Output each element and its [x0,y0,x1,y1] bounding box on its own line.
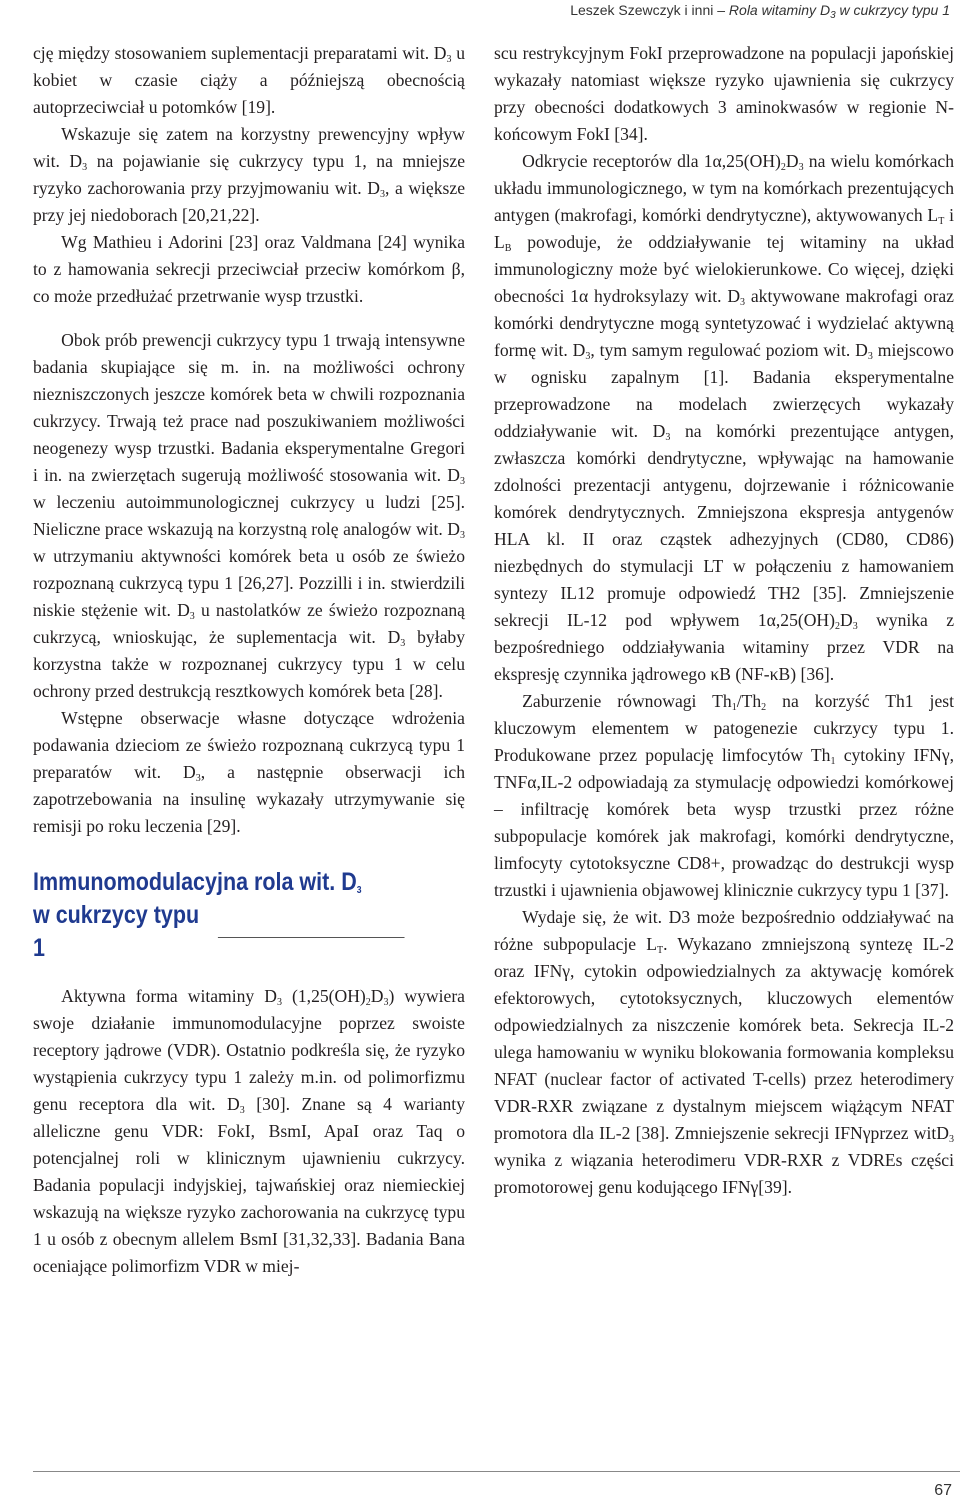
subscript: B [504,243,512,254]
paragraph: Odkrycie receptorów dla $1\alpha,25(OH)_2D_3$ na wielu komórkach układu immunologicznego, w tym na komórkach prezentujących antygen (makrofagi, komórki dendrytyczne), aktywowanych $L_T$ i $L_B$ powoduje, że oddziaływanie tej witaminy na układ immunologiczny może być wielokierunkowe. Co więcej, dzięki obecności 1α hydroksylazy wit. $D_3$ aktywowane makrofagi oraz komórki dendrytyczne mogą syntetyzować i wydzielać aktywną formę wit. $D_3$, tym samym regulować poziom wit. $D_3$ miejscowo w ognisku zapalnym [1]. Badania eksperymentalne przeprowadzone na modelach zwierzęcych wykazały oddziaływanie wit. $D_3$ na komórki prezentujące antygen, zwłaszcza komórki dendrytyczne, wpływając na hamowanie zdolności prezentacji antygenu, dojrzewanie i różnicowanie komórek dendrytycznych. Zmniejszona ekspresja antygenów HLA kl. II oraz cząstek adhezyjnych (CD80, CD86) niezbędnych do stymulacji LT w połączeniu z hamowaniem syntezy IL12 promuje odpowiedź TH2 [35]. Zmniejszenie sekrecji IL-12 pod wpływem $1\alpha,25(OH)_2D_3$ wynika z bezpośredniego oddziaływania witaminy przez VDR na ekspresję czynnika jądrowego κB (NF-κB) [36]. [494,151,954,684]
paragraph: Wydaje się, że wit. D3 może bezpośrednio oddziaływać na różne subpopulacje $L_T$. Wykazano zmniejszoną syntezę IL-2 oraz IFNγ, cytokin odpowiedzialnych za aktywację komórek efektorowych, cytotoksycznych, kluczowych elementów odpowiedzialnych za niszczenie komórek beta. Sekrecja IL-2 ulega hamowaniu w wyniku blokowania formowania kompleksu NFAT (nuclear factor of activated T-cells) przez heterodimery VDR-RXR związane z dystalnym miejscem wiążącym NFAT promotora dla IL-2 [38]. Zmniejszenie sekrecji IFNγprzez witD$_3$ wynika z wiązania heterodimeru VDR-RXR z VDREs części promotorowej genu kodującego IFNγ[39]. [494,907,954,1197]
paragraph: Zaburzenie równowagi $Th_1/Th_2$ na korzyść Th1 jest kluczowym elementem w patogenezie cukrzycy typu 1. Produkowane przez populację limfocytów $Th_1$ cytokiny IFNγ, TNFα,IL-2 odpowiadają za stymulację odpowiedzi komórkowej – infiltrację komórek beta wysp trzustki przez różne subpopulacje komórek jak makrofagi, komórki dendrytyczne, limfocyty cytotoksyczne CD8+, prowadząc do destrukcji wysp trzustki i ujawnienia objawowej klinicznie cukrzycy typu 1 [37]. [494,691,955,900]
subscript: 2 [761,702,767,713]
subscript: 2 [780,162,786,173]
subscript: 3 [400,638,406,649]
left-column [33,40,465,1280]
subscript: 3 [798,162,804,173]
subscript: T [657,945,664,956]
paragraph: Wskazuje się zatem na korzystny prewencyjny wpływ wit. $D_3$ na pojawianie się cukrzycy typu 1, na mniejsze ryzyko zachorowania przy przyjmowaniu wit. $D_3$, a większe przy jej niedoborach [20,21,22]. [33,124,465,225]
subscript: 3 [665,432,671,443]
subscript: 3 [276,997,282,1008]
subscript: 3 [239,1105,245,1116]
right-column [494,40,954,1201]
subscript: 3 [585,351,591,362]
subscript: 3 [446,54,452,65]
section-heading-line2: w cukrzycy typu 1 [33,901,200,962]
page-number: 67 [934,1482,952,1499]
header-article-title: Rola witaminy $D_3$ w cukrzycy typu 1 [728,2,950,21]
subscript: 3 [383,997,389,1008]
footer-rule [33,1471,960,1472]
subscript: 3 [949,1134,954,1145]
subscript: T [938,216,945,227]
heading-rule [218,937,404,938]
subscript: 3 [852,621,858,632]
subscript: 3 [460,476,465,487]
subscript: 3 [195,773,201,784]
subscript: 3 [460,530,465,541]
section-heading [33,866,405,965]
paragraph: scu restrykcyjnym FokI przeprowadzone na populacji japońskiej wykazały natomiast większe ryzyko ujawnienia się cukrzycy przy obecności dodatkowych 3 aminokwasów w regionie N-końcowym FokI [34]. [494,43,954,144]
paragraph: Obok prób prewencji cukrzycy typu 1 trwają intensywne badania skupiające się m. in. na możliwości ochrony niezniszczonych jeszcze komórek beta w chwili rozpoznania cukrzycy. Trwają też prace nad poszukiwaniem możliwości neogenezy wysp trzustki. Badania eksperymentalne Gregori i in. na zwierzętach sugerują możliwość stosowania wit. $D_3$ w leczeniu autoimmunologicznej cukrzycy u ludzi [25]. Nieliczne prace wskazują na korzystną rolę analogów wit. $D_3$ w utrzymaniu aktywności komórek beta u osób ze świeżo rozpoznaną cukrzycą typu 1 [26,27]. Pozzilli i in. stwierdzili niskie stężenie wit. $D_3$ u nastolatków ze świeżo rozpoznaną cukrzycą, wnioskując, że suplementacja wit. $D_3$ byłaby korzystna także w rozpoznanej cukrzycy typu 1 w celu ochrony przed destrukcją resztkowych komórek beta [28]. [33,330,465,701]
running-header [570,2,950,21]
subscript: 2 [365,997,371,1008]
paragraph: cję między stosowaniem suplementacji preparatami wit. $D_3$ u kobiet w czasie ciąży a późniejszą obecnością autoprzeciwciał u potomków [19]. [33,43,466,117]
subscript: 3 [867,351,873,362]
section-heading-line1: Immunomodulacyjna rola wit. $D_3$ [33,868,362,896]
subscript: 1 [731,702,737,713]
paragraph: Aktywna forma witaminy $D_3$ $(1,25(OH)_2D_3)$ wywiera swoje działanie immunomodulacyjne poprzez swoiste receptory jądrowe (VDR). Ostatnio podkreśla się, że ryzyko wystąpienia cukrzycy typu 1 zależy m.in. od polimorfizmu genu receptora dla wit. $D_3$ [30]. Znane są 4 warianty alleliczne genu VDR: FokI, BsmI, ApaI oraz Taq o potencjalnej roli w klinicznym ujawnieniu cukrzycy. Badania populacji indyjskiej, tajwańskiej oraz niemieckiej wskazują na większe ryzyko zachorowania na cukrzycę typu 1 u osób z obecnym allelem BsmI [31,32,33]. Badania Bana oceniające polimorfizm VDR w miej- [33,986,465,1276]
subscript: 3 [379,189,385,200]
subscript: 3 [189,611,195,622]
subscript: 1 [830,756,836,767]
subscript: 2 [835,621,841,632]
subscript: 3 [82,162,88,173]
subscript: 3 [740,297,746,308]
paragraph: Wg Mathieu i Adorini [23] oraz Valdmana [24] wynika to z hamowania sekrecji przeciwciał przeciw komórkom β, co może przedłużać przetrwanie wysp trzustki. [33,232,465,306]
header-authors: Leszek Szewczyk i inni – [570,2,729,18]
paragraph: Wstępne obserwacje własne dotyczące wdrożenia podawania dzieciom ze świeżo rozpoznaną cukrzycą typu 1 preparatów wit. $D_3$, a następnie obserwacji ich zapotrzebowania na insulinę wykazały utrzymywanie się remisji po roku leczenia [29]. [33,708,466,836]
